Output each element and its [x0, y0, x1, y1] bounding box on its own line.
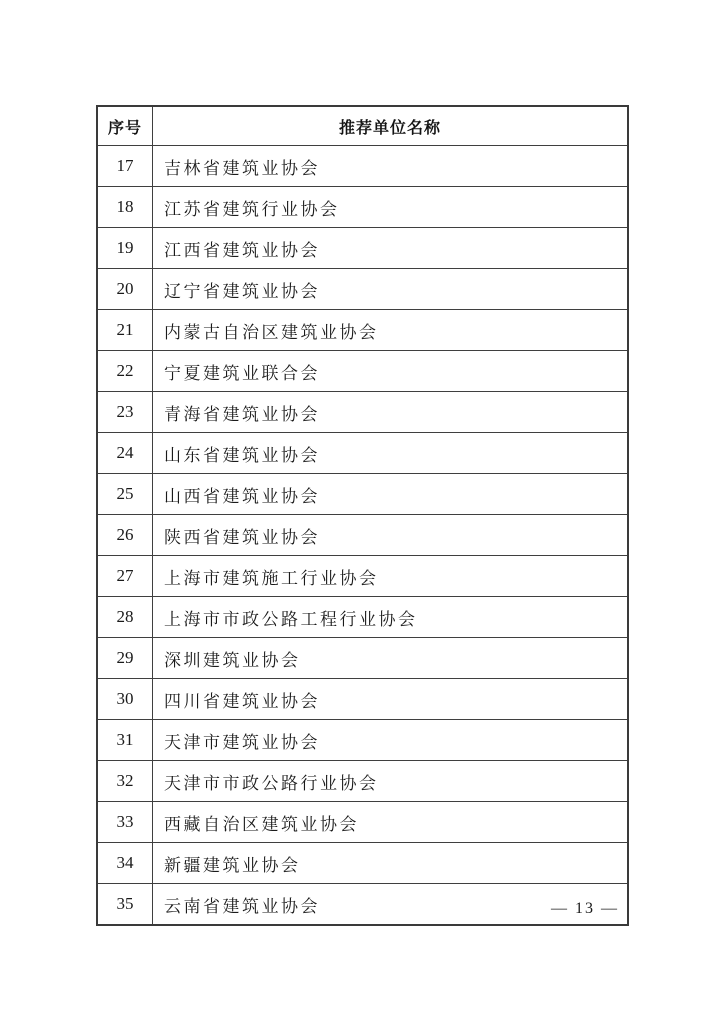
row-unit-name: 辽宁省建筑业协会	[153, 269, 629, 310]
row-unit-name: 山东省建筑业协会	[153, 433, 629, 474]
table-header-row	[97, 106, 628, 146]
table-row	[97, 597, 628, 638]
table-row	[97, 146, 628, 187]
row-serial-number: 26	[97, 515, 153, 556]
row-serial-number: 34	[97, 843, 153, 884]
table-row	[97, 761, 628, 802]
row-unit-name: 江苏省建筑行业协会	[153, 187, 629, 228]
row-unit-name: 西藏自治区建筑业协会	[153, 802, 629, 843]
row-serial-number: 21	[97, 310, 153, 351]
row-unit-name: 陕西省建筑业协会	[153, 515, 629, 556]
header-unit-name: 推荐单位名称	[153, 106, 629, 146]
page-footer	[540, 900, 630, 918]
row-unit-name: 天津市建筑业协会	[153, 720, 629, 761]
row-unit-name: 云南省建筑业协会	[153, 884, 629, 926]
table-row	[97, 802, 628, 843]
table-row	[97, 474, 628, 515]
row-unit-name: 四川省建筑业协会	[153, 679, 629, 720]
recommended-units-table	[96, 105, 629, 926]
table-row	[97, 351, 628, 392]
table-row	[97, 269, 628, 310]
row-serial-number: 27	[97, 556, 153, 597]
row-serial-number: 33	[97, 802, 153, 843]
row-serial-number: 28	[97, 597, 153, 638]
table-row	[97, 843, 628, 884]
table-row	[97, 556, 628, 597]
table-row	[97, 515, 628, 556]
row-serial-number: 31	[97, 720, 153, 761]
row-unit-name: 内蒙古自治区建筑业协会	[153, 310, 629, 351]
table-row	[97, 433, 628, 474]
row-serial-number: 17	[97, 146, 153, 187]
row-unit-name: 江西省建筑业协会	[153, 228, 629, 269]
row-serial-number: 25	[97, 474, 153, 515]
page-number: — 13 —	[551, 900, 619, 917]
table-row	[97, 392, 628, 433]
row-unit-name: 新疆建筑业协会	[153, 843, 629, 884]
row-serial-number: 29	[97, 638, 153, 679]
table-row	[97, 187, 628, 228]
row-unit-name: 青海省建筑业协会	[153, 392, 629, 433]
row-serial-number: 30	[97, 679, 153, 720]
row-serial-number: 32	[97, 761, 153, 802]
table-body	[97, 146, 628, 926]
row-unit-name: 深圳建筑业协会	[153, 638, 629, 679]
table-row	[97, 720, 628, 761]
row-serial-number: 35	[97, 884, 153, 926]
row-serial-number: 23	[97, 392, 153, 433]
row-unit-name: 上海市建筑施工行业协会	[153, 556, 629, 597]
table-row	[97, 679, 628, 720]
row-serial-number: 18	[97, 187, 153, 228]
table-row	[97, 310, 628, 351]
row-unit-name: 天津市市政公路行业协会	[153, 761, 629, 802]
row-serial-number: 19	[97, 228, 153, 269]
row-unit-name: 上海市市政公路工程行业协会	[153, 597, 629, 638]
row-unit-name: 宁夏建筑业联合会	[153, 351, 629, 392]
table-row	[97, 228, 628, 269]
row-unit-name: 山西省建筑业协会	[153, 474, 629, 515]
row-serial-number: 24	[97, 433, 153, 474]
row-serial-number: 22	[97, 351, 153, 392]
row-unit-name: 吉林省建筑业协会	[153, 146, 629, 187]
header-serial-number: 序号	[97, 106, 153, 146]
row-serial-number: 20	[97, 269, 153, 310]
table-row	[97, 638, 628, 679]
